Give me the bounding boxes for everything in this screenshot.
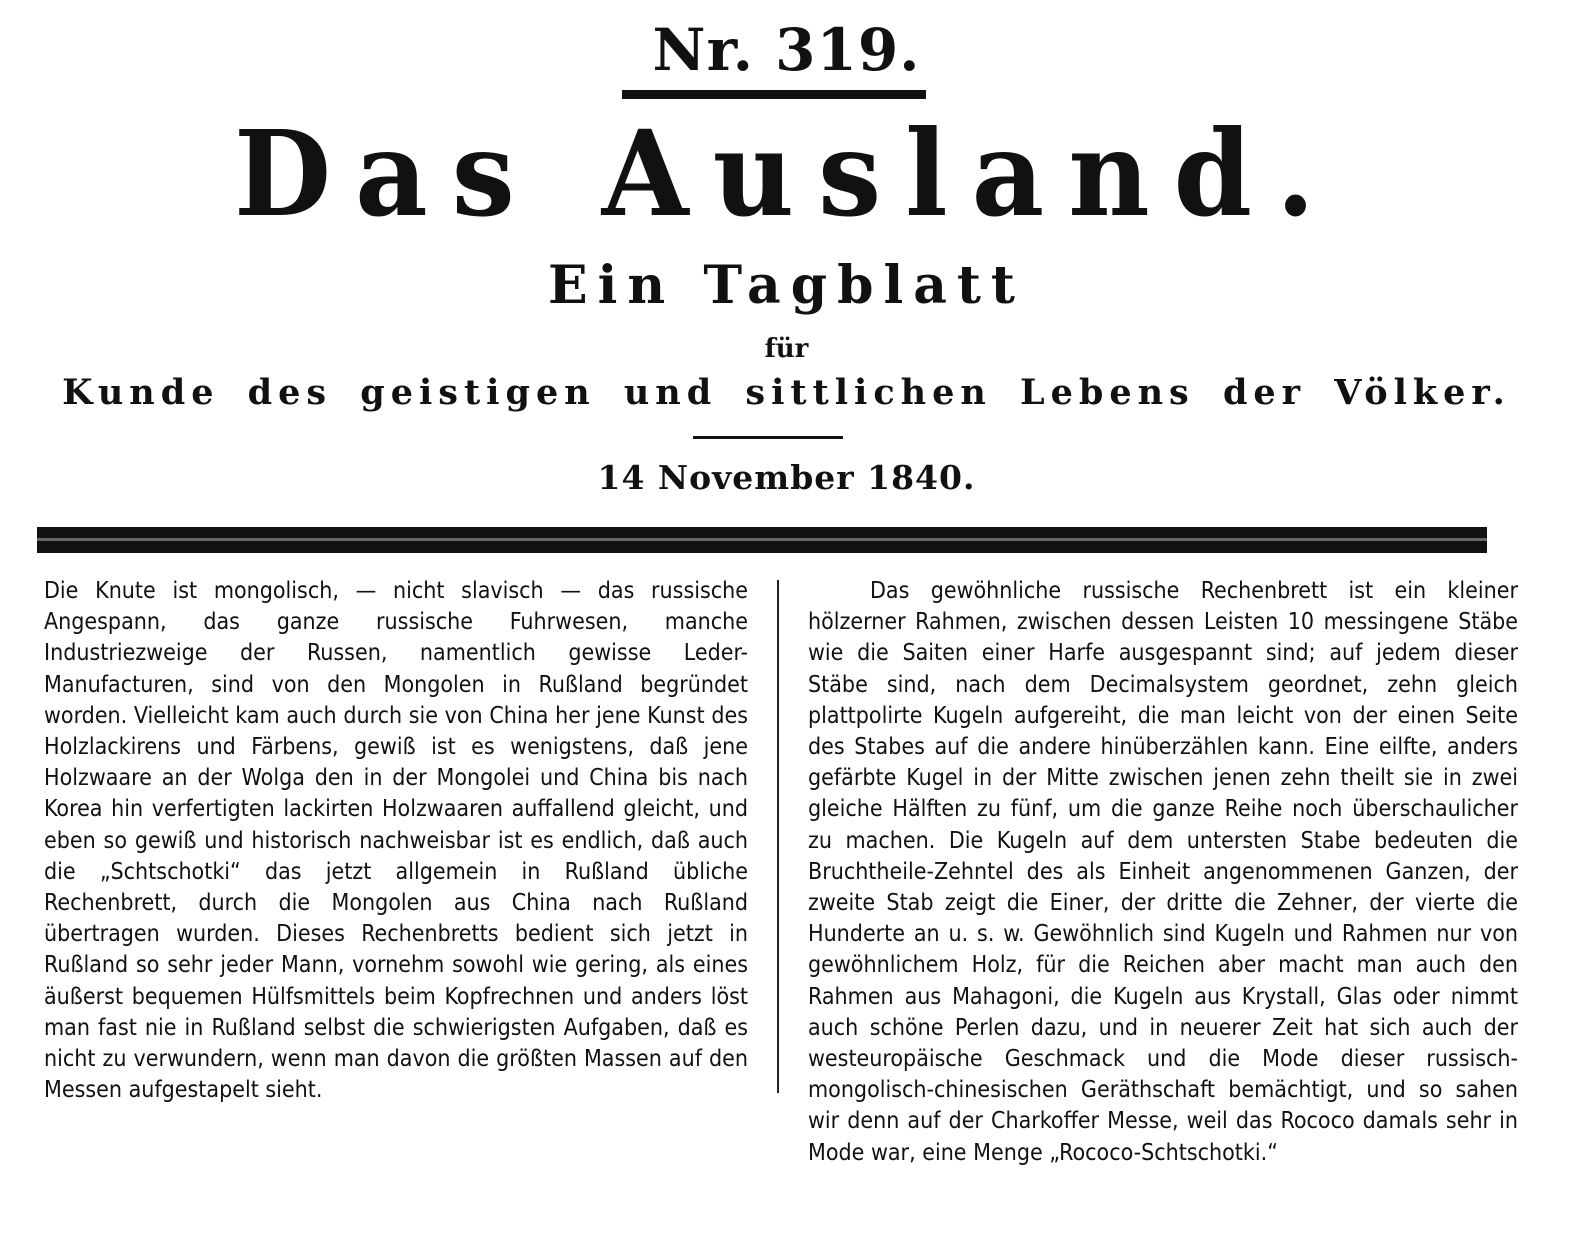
issue-rule	[622, 90, 926, 99]
article-left-column: Die Knute ist mongolisch, — nicht slavisch — das russische Angespann, das ganze russische Fuhrwesen, manche Industriezweige der Russen, namentlich gewisse Leder-Manufacturen, sind von den Mongolen in Rußland begründet worden. Vielleicht kam auch durch sie von China her jene Kunst des Holzlackirens und Färbens, gewiß ist es wenigstens, daß jene Holzwaare an der Wolga den in der Mongolei und China bis nach Korea hin verfertigten lackirten Holzwaaren auffallend gleicht, und eben so gewiß und historisch nachweisbar ist es endlich, daß auch die „Schtschotki“ das jetzt allgemein in Rußland übliche Rechenbrett, durch die Mongolen aus China nach Rußland übertragen wurden. Dieses Rechenbretts bedient sich jetzt in Rußland so sehr jeder Mann, vornehm sowohl wie gering, als eines äußerst bequemen Hülfsmittels beim Kopfrechnen und anders löst man fast nie in Rußland selbst die schwierigsten Aufgaben, daß es nicht zu verwundern, wenn man davon die größten Massen auf den Messen aufgestapelt sieht.	[44, 578, 748, 1104]
issue-date: 14 November 1840.	[597, 458, 976, 497]
article-right-column: Das gewöhnliche russische Rechenbrett ist ein kleiner hölzerner Rahmen, zwischen dessen Leisten 10 messingene Stäbe wie die Saiten einer Harfe ausgespannt sind; auf jedem dieser Stäbe sind, nach dem Decimalsystem geordnet, zehn gleich plattpolirte Kugeln aufgereiht, die man leicht von der einen Seite des Stabes auf die andere hinüberzählen kann. Eine eilfte, anders gefärbte Kugel in der Mitte zwischen jenen zehn theilt sie in zwei gleiche Hälften zu fünf, um die ganze Reihe noch überschaulicher zu machen. Die Kugeln auf dem untersten Stabe bedeuten die Bruchtheile-Zehntel des als Einheit angenommenen Ganzen, der zweite Stab zeigt die Einer, der dritte die Zehner, der vierte die Hunderte an u. s. w. Gewöhnlich sind Kugeln und Rahmen nur von gewöhnlichem Holz, für die Reichen aber macht man auch den Rahmen aus Mahagoni, die Kugeln aus Krystall, Glas oder nimmt auch schöne Perlen dazu, und in neuerer Zeit hat sich auch der westeuropäische Geschmack und die Mode dieser russisch-mongolisch-chinesischen Geräthschaft bemächtigt, und so sahen wir denn auf der Charkoffer Messe, weil das Rococo damals sehr in Mode war, eine Menge „Rococo-Schtschotki.“	[808, 578, 1518, 1166]
tagline-rule	[693, 436, 843, 439]
column-divider	[777, 580, 779, 1093]
masthead-subtitle: Ein Tagblatt	[548, 255, 1025, 316]
masthead-title: Das Ausland.	[234, 105, 1339, 244]
issue-number: Nr. 319.	[652, 16, 921, 84]
masthead-tagline: Kunde des geistigen und sittlichen Lebens der Völker.	[62, 372, 1511, 413]
header-bottom-rule-stripe	[37, 538, 1487, 541]
masthead-fuer: für	[764, 334, 809, 364]
